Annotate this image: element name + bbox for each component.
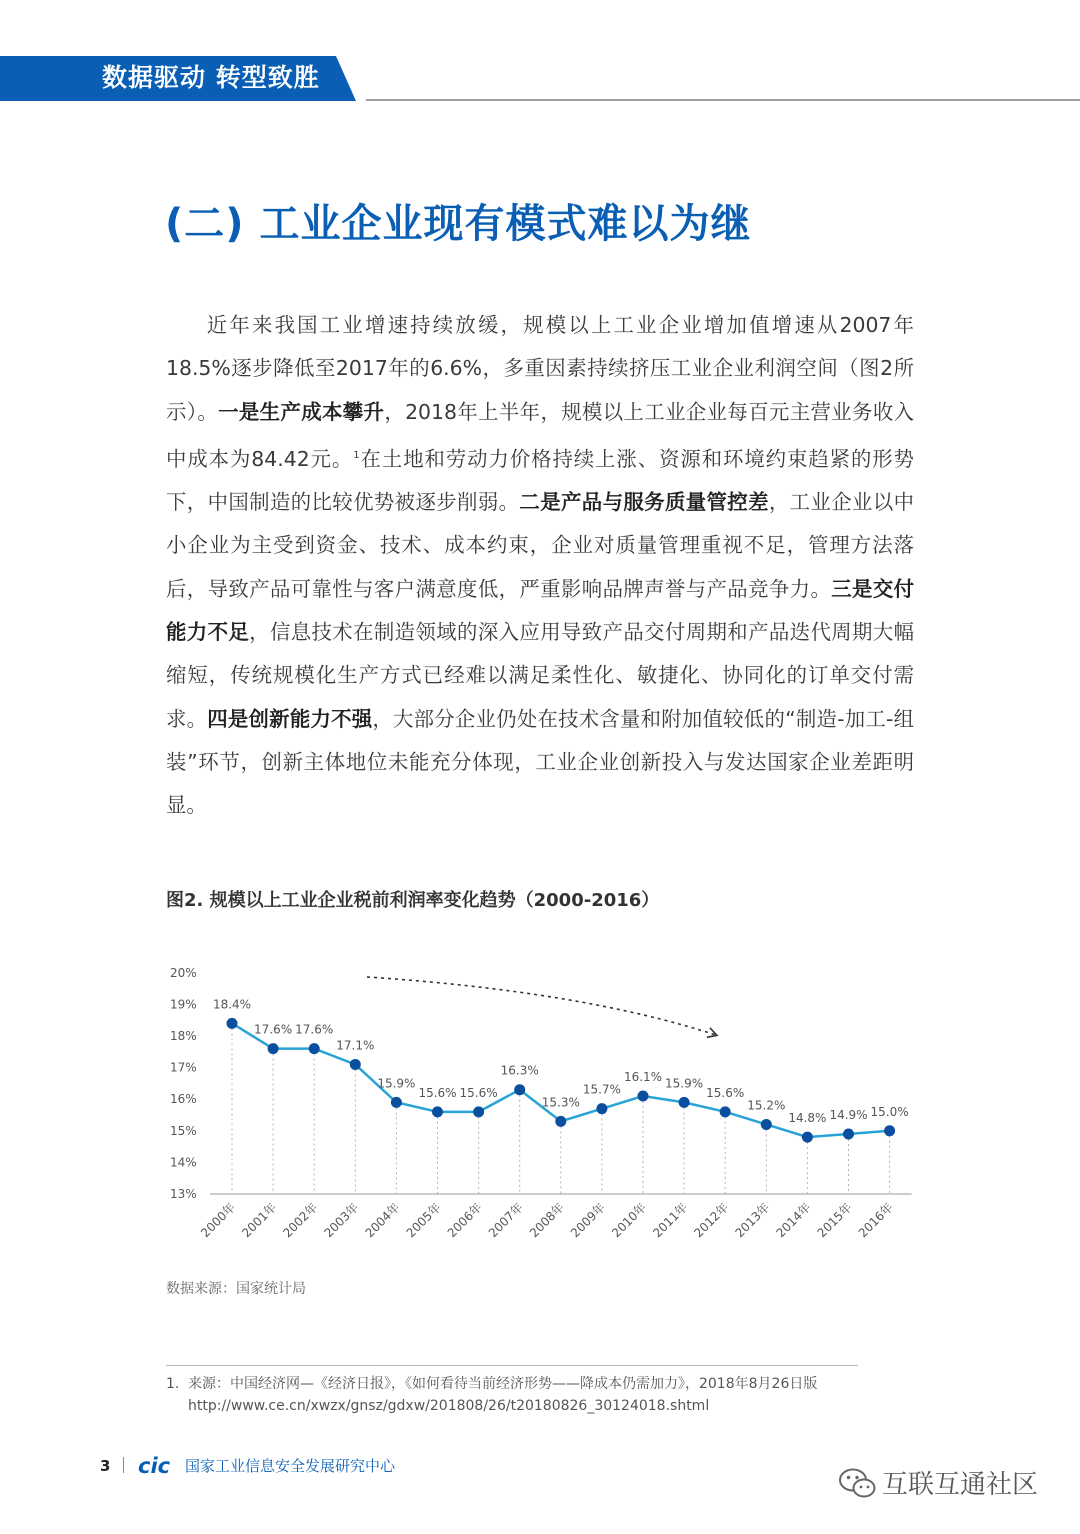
- data-point: [350, 1059, 361, 1070]
- x-tick-label: 2000年: [198, 1200, 239, 1241]
- x-tick-label: 2012年: [691, 1200, 732, 1241]
- data-source: 数据来源：国家统计局: [166, 1281, 306, 1297]
- data-label: 16.3%: [500, 1063, 539, 1078]
- y-tick-label: 19%: [170, 997, 197, 1012]
- data-label: 15.3%: [541, 1095, 580, 1110]
- footer-separator: [123, 1457, 124, 1473]
- data-point: [884, 1125, 895, 1136]
- data-point: [720, 1106, 731, 1117]
- x-tick-label: 2008年: [526, 1200, 567, 1241]
- x-tick-label: 2011年: [650, 1200, 691, 1241]
- footnote: [166, 1373, 886, 1417]
- data-point: [555, 1116, 566, 1127]
- point-1-heading: 一是生产成本攀升: [218, 399, 385, 424]
- x-tick-label: 2001年: [239, 1200, 280, 1241]
- x-tick-label: 2004年: [362, 1200, 403, 1241]
- x-tick-label: 2016年: [855, 1200, 896, 1241]
- data-label: 18.4%: [212, 997, 252, 1012]
- data-point: [843, 1128, 854, 1139]
- y-tick-label: 20%: [170, 965, 197, 980]
- header-rule: [366, 99, 1080, 101]
- x-tick-label: 2005年: [403, 1200, 444, 1241]
- x-tick-label: 2006年: [444, 1200, 485, 1241]
- footer-org-name: 国家工业信息安全发展研究中心: [185, 1457, 396, 1475]
- footnote-divider: [166, 1365, 858, 1366]
- data-point: [514, 1084, 525, 1095]
- data-point: [679, 1097, 690, 1108]
- footnote-number: 1.: [166, 1376, 180, 1392]
- x-axis-labels: [197, 1200, 895, 1241]
- x-tick-label: 2014年: [773, 1200, 814, 1241]
- data-label: 17.1%: [336, 1038, 375, 1053]
- data-point: [432, 1106, 443, 1117]
- x-tick-label: 2010年: [609, 1200, 650, 1241]
- footnote-text: 来源：中国经济网—《经济日报》，《如何看待当前经济形势——降成本仍需加力》，2018年8月26日版: [188, 1376, 818, 1392]
- x-tick-label: 2009年: [568, 1200, 609, 1241]
- data-point: [268, 1043, 279, 1054]
- cic-logo-text: cic: [138, 1454, 171, 1478]
- data-point: [391, 1097, 402, 1108]
- data-label: 15.7%: [582, 1082, 621, 1097]
- point-3-heading: 三是交付能力不足: [166, 576, 915, 645]
- body-text-4: ，工业企业以中小企业为主受到资金、技术、成本约束，企业对质量管理重视不足，管理方法落后，导致产品可靠性与客户满意度低，严重影响品牌声誉与产品竞争力。: [166, 490, 915, 601]
- data-label: 16.1%: [623, 1070, 663, 1085]
- data-point: [596, 1103, 607, 1114]
- data-label: 15.6%: [706, 1085, 745, 1100]
- header-title: 数据驱动 转型致胜: [102, 63, 320, 92]
- footnote-ref[interactable]: 1: [353, 449, 360, 461]
- data-label: 14.9%: [829, 1107, 868, 1122]
- data-label: 15.6%: [459, 1085, 498, 1100]
- y-tick-label: 17%: [170, 1060, 197, 1075]
- profit-rate-line-chart: [160, 955, 930, 1255]
- figure-title: 图2. 规模以上工业企业税前利润率变化趋势（2000-2016）: [166, 890, 660, 911]
- y-axis: [170, 966, 197, 1201]
- point-2-heading: 二是产品与服务质量管控差: [519, 490, 769, 515]
- data-label: 15.0%: [870, 1104, 909, 1119]
- body-text-5: ，信息技术在制造领域的深入应用导致产品交付周期和产品迭代周期大幅缩短，传统规模化生产方式已经难以满足柔性化、敏捷化、协同化的订单交付需求。: [166, 620, 914, 731]
- x-tick-label: 2015年: [814, 1200, 855, 1241]
- y-tick-label: 14%: [170, 1155, 197, 1170]
- x-tick-label: 2007年: [485, 1200, 526, 1241]
- data-point: [309, 1043, 320, 1054]
- data-point: [761, 1119, 772, 1130]
- watermark-text: 互联互通社区: [882, 1470, 1039, 1500]
- data-labels: [213, 997, 909, 1125]
- wechat-icon: [838, 1466, 878, 1500]
- y-tick-label: 15%: [170, 1123, 197, 1138]
- point-4-heading: 四是创新能力不强: [207, 706, 373, 731]
- cic-logo: [138, 1454, 180, 1478]
- data-point: [638, 1091, 649, 1102]
- x-tick-label: 2013年: [732, 1200, 773, 1241]
- body-text-3: 在土地和劳动力价格持续上涨、资源和环境约束趋紧的形势下，中国制造的比较优势被逐步削弱。: [166, 446, 915, 515]
- data-label: 15.2%: [747, 1098, 786, 1113]
- data-label: 17.6%: [295, 1022, 334, 1037]
- x-tick-label: 2002年: [280, 1200, 321, 1241]
- footnote-url[interactable]: http://www.ce.cn/xwzx/gnsz/gdxw/201808/26/t20180826_30124018.shtml: [188, 1398, 710, 1414]
- y-tick-label: 13%: [170, 1187, 197, 1201]
- data-point: [802, 1132, 813, 1143]
- data-label: 15.9%: [377, 1076, 416, 1091]
- data-point: [473, 1106, 484, 1117]
- section-title: (二) 工业企业现有模式难以为继: [165, 201, 752, 247]
- body-paragraph: [166, 304, 914, 828]
- page-number: 3: [100, 1457, 111, 1475]
- body-text-2: ，2018年上半年，规模以上工业企业每百元主营业务收入中成本为84.42元。: [166, 399, 914, 471]
- x-tick-label: 2003年: [321, 1200, 362, 1241]
- y-tick-label: 18%: [170, 1029, 197, 1043]
- body-text-1: 近年来我国工业增速持续放缓，规模以上工业企业增加值增速从2007年18.5%逐步降低至2017年的6.6%，多重因素持续挤压工业企业利润空间（图2所示）。: [166, 313, 914, 424]
- trend-arrow-annotation: [367, 977, 716, 1035]
- data-point: [227, 1018, 238, 1029]
- body-text-6: ，大部分企业仍处在技术含量和附加值较低的“制造-加工-组装”环节，创新主体地位未能充分体现，工业企业创新投入与发达国家企业差距明显。: [166, 706, 915, 818]
- data-label: 15.6%: [418, 1085, 457, 1100]
- y-tick-label: 16%: [170, 1092, 197, 1107]
- data-label: 17.6%: [254, 1022, 293, 1037]
- data-label: 15.9%: [665, 1076, 704, 1091]
- data-label: 14.8%: [788, 1111, 827, 1126]
